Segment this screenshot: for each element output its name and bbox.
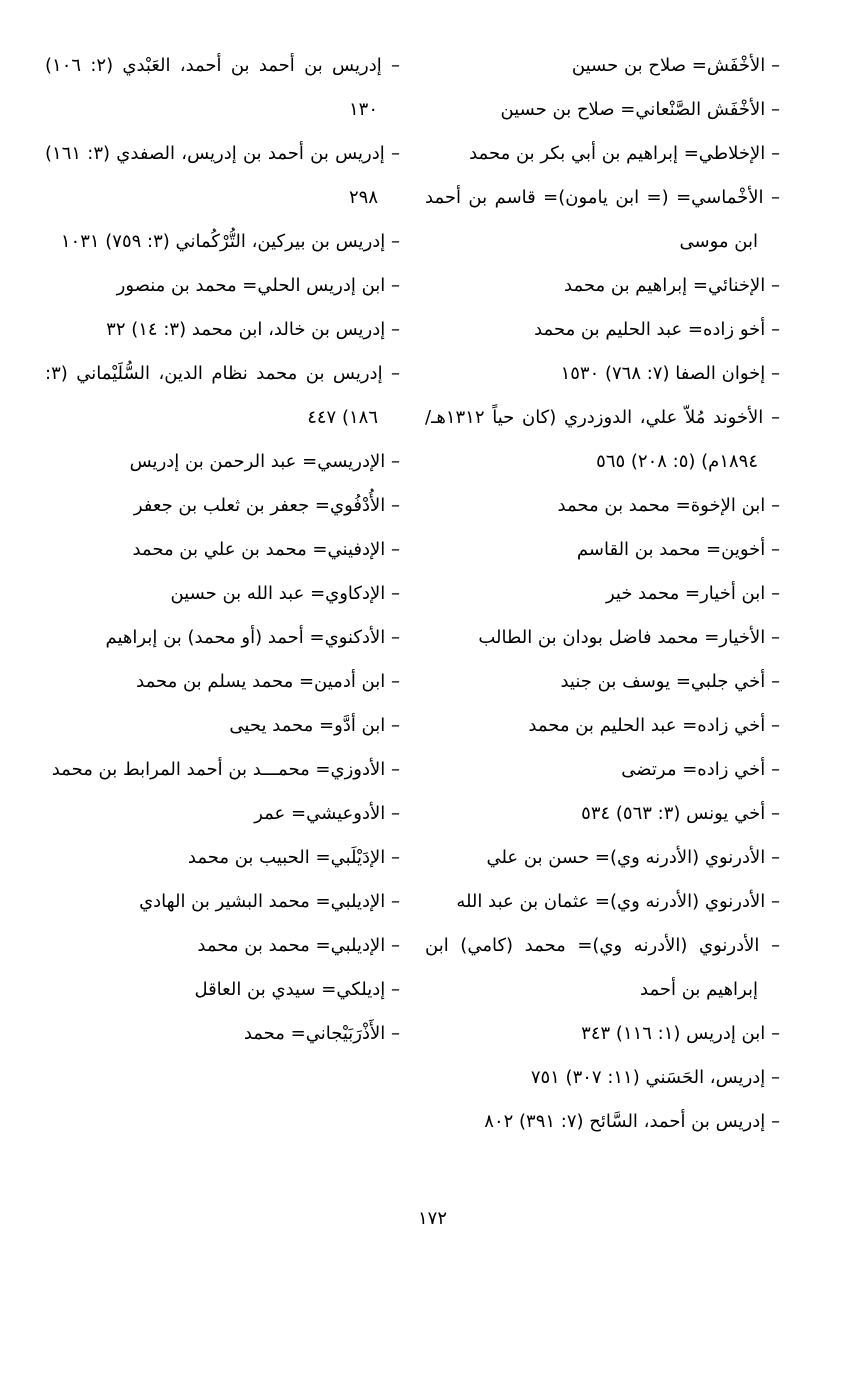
index-entry: – الأدوعيشي= عمر <box>254 803 400 824</box>
index-entry: – إديلكي= سيدي بن العاقل <box>194 979 400 1000</box>
index-entry: – إدريس بن أحمد بن إدريس، الصفدي (٣: ١٦١) ٢٩٨ <box>45 143 400 208</box>
index-entry: – الإديلبي= محمد البشير بن الهادي <box>139 891 400 912</box>
index-entry: – الأخْفَش الصَّنْعاني= صلاح بن حسين <box>500 99 780 120</box>
index-entry: – ابن إدريس الحلي= محمد بن منصور <box>116 275 400 296</box>
index-entry: – ابن أدمين= محمد يسلم بن محمد <box>136 671 400 692</box>
left-column <box>45 44 400 1056</box>
index-entry: – أخوين= محمد بن القاسم <box>576 539 780 560</box>
index-entry: – إدريس بن بيركين، التُّرْكُماني (٣: ٧٥٩) ١٠٣١ <box>60 231 400 252</box>
index-entry: – الأدوزي= محمـــد بن أحمد المرابط بن محمد <box>51 759 400 780</box>
index-entry: – الأدرنوي (الأدرنه وي)= حسن بن علي <box>486 847 780 868</box>
index-entry: – ابن الإخوة= محمد بن محمد <box>557 495 780 516</box>
index-entry: – أخي زاده= مرتضى <box>621 759 780 780</box>
index-entry: – إدريس بن أحمد بن أحمد، العَبْدي (٢: ١٠٦) ١٣٠ <box>45 55 400 120</box>
index-entry: – إخوان الصفا (٧: ٧٦٨) ١٥٣٠ <box>560 363 780 384</box>
index-entry: – الأخوند مُلاّ علي، الدوزدري (كان حياً ١٣١٢هـ/ ١٨٩٤م) (٥: ٢٠٨) ٥٦٥ <box>425 407 780 472</box>
index-entry: – إدريس بن خالد، ابن محمد (٣: ١٤) ٣٢ <box>106 319 400 340</box>
index-entry: – الإدكاوي= عبد الله بن حسين <box>170 583 400 604</box>
right-column <box>425 44 780 1144</box>
index-entry: – الأخيار= محمد فاضل بودان بن الطالب <box>478 627 780 648</box>
index-entry: – الإخلاطي= إبراهيم بن أبي بكر بن محمد <box>469 143 780 164</box>
index-entry: – أخي زاده= عبد الحليم بن محمد <box>528 715 780 736</box>
index-entry: – الأخْماسي= (= ابن يامون)= قاسم بن أحمد ابن موسى <box>425 187 780 252</box>
index-entry: – الإدَيْلَبي= الحبيب بن محمد <box>187 847 400 868</box>
index-entry: – الإخنائي= إبراهيم بن محمد <box>564 275 780 296</box>
index-entry: – أخي جلبي= يوسف بن جنيد <box>560 671 780 692</box>
index-entry: – أخي يونس (٣: ٥٦٣) ٥٣٤ <box>581 803 780 824</box>
index-entry: – ابن إدريس (١: ١١٦) ٣٤٣ <box>581 1023 780 1044</box>
index-entry: – الإدفيني= محمد بن علي بن محمد <box>132 539 400 560</box>
index-entry: – أخو زاده= عبد الحليم بن محمد <box>534 319 780 340</box>
index-entry: – ابن أخيار= محمد خير <box>605 583 780 604</box>
index-entry: – إدريس بن أحمد، السَّائح (٧: ٣٩١) ٨٠٢ <box>484 1111 780 1132</box>
index-entry: – الإديلبي= محمد بن محمد <box>197 935 400 956</box>
page-number: ١٧٢ <box>417 1208 447 1229</box>
index-entry: – ابن أدَّو= محمد يحيى <box>229 715 400 736</box>
index-entry: – الأخْفَش= صلاح بن حسين <box>571 55 780 76</box>
index-entry: – الأدرنوي (الأدرنه وي)= محمد (كامي) ابن إبراهيم بن أحمد <box>425 935 780 1000</box>
index-entry: – إدريس بن محمد نظام الدين، السُّلَيْماني (٣: ١٨٦) ٤٤٧ <box>45 363 400 428</box>
index-entry: – الإدريسي= عبد الرحمن بن إدريس <box>129 451 400 472</box>
index-entry: – إدريس، الحَسَني (١١: ٣٠٧) ٧٥١ <box>530 1067 780 1088</box>
index-entry: – الأدكنوي= أحمد (أو محمد) بن إبراهيم <box>105 627 400 648</box>
index-entry: – الأدرنوي (الأدرنه وي)= عثمان بن عبد الله <box>456 891 780 912</box>
index-entry: – الأَذْرَبَيْجاني= محمد <box>243 1023 400 1044</box>
index-entry: – الأُدْفُوي= جعفر بن ثعلب بن جعفر <box>133 495 400 516</box>
